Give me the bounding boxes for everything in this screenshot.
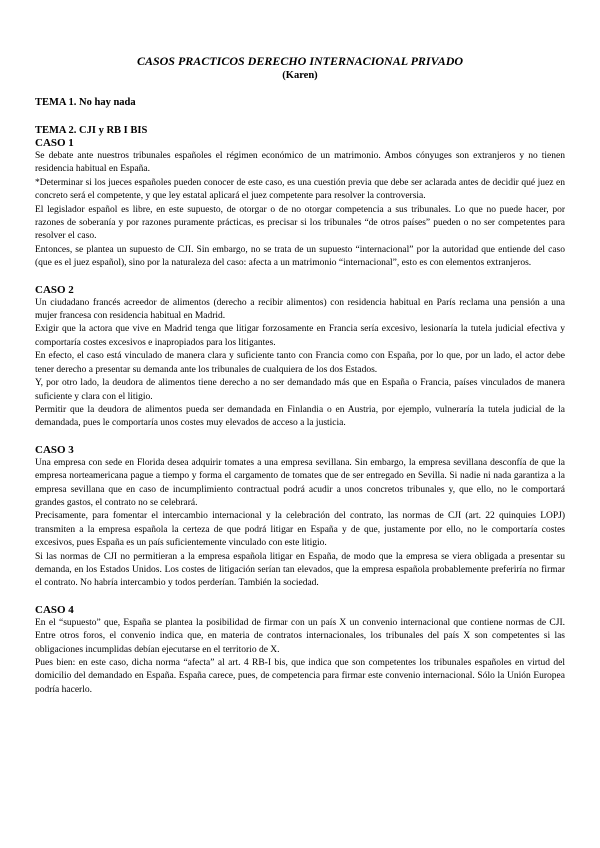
tema-2-heading: TEMA 2. CJI y RB I BIS [35,125,148,136]
caso-1-section [35,137,565,271]
paragraph: Si las normas de CJI no permitieran a la empresa española litigar en España, de modo que la empresa se viera obligada a presentar su demanda, en los Estados Unidos. Los costes de litigación serían tan elevados, que la empresa española probablemente preferiría no firmar el contrato. No habría intercambio y todos perderían. También la sociedad. [35,551,565,589]
paragraph: Permitir que la deudora de alimentos pueda ser demandada en Finlandia o en Austria, por ejemplo, vulneraría la tutela judicial de la demandada, pues le comportaría unos costes muy elevados de acceso a la justicia. [35,404,565,429]
document-subtitle: (Karen) [282,70,318,81]
paragraph: Se debate ante nuestros tribunales españoles el régimen económico de un matrimonio. Ambos cónyuges son extranjeros y no tienen residencia habitual en España. [35,151,565,175]
paragraph: En el “supuesto” que, España se plantea la posibilidad de firmar con un país X un convenio internacional que contiene normas de CJI. Entre otros foros, el convenio indica que, en materia de contratos internacionales, los tribunales del país X son competentes si las obligaciones incumplidas debían ejecutarse en el territorio de X. [35,617,565,655]
caso-heading: CASO 3 [35,443,74,456]
tema-1-heading: TEMA 1. No hay nada [35,97,136,108]
caso-heading: CASO 4 [35,603,74,616]
paragraph: Pues bien: en este caso, dicha norma “afecta” al art. 4 RB-I bis, que indica que son competentes los tribunales españoles en virtud del domicilio del demandado en España. España carece, pues, de competencia para firmar este convenio internacional. Sólo la Unión Europea podría hacerlo. [35,658,565,695]
document-title: CASOS PRACTICOS DERECHO INTERNACIONAL PRIVADO [136,54,464,68]
paragraph: Una empresa con sede en Florida desea adquirir tomates a una empresa sevillana. Sin embargo, la empresa sevillana desconfía de que la empresa norteamericana pague a tiempo y forma el cargamento de tomates que de ser entregado en Sevilla. Si nadie ni nada garantiza a la empresa sevillana que en caso de incumplimiento contractual podrá acudir a unos concretos tribunales y, que ello, no le comportará grandes gastos, el contrato no se celebrará. [35,457,565,508]
paragraph: El legislador español es libre, en este supuesto, de otorgar o de no otorgar competencia a sus tribunales. Lo que no puede hacer, por razones de soberanía y por razones puramente prácticas, es precisar si los tribunales “de otros países” pueden o no ser competentes para resolver el caso. [35,204,565,242]
paragraph: En efecto, el caso está vinculado de manera clara y suficiente tanto con Francia como con España, por lo que, por un lado, el actor debe tener derecho a presentar su demanda ante los tribunales de cualquiera de los dos Estados. [35,351,565,375]
paragraph: Entonces, se plantea un supuesto de CJI. Sin embargo, no se trata de un supuesto “internacional” por la autoridad que entiende del caso (que es el juez español), sino por la naturaleza del caso: afecta a un matrimonio “internacional”, esto es con elementos extranjeros. [35,244,565,269]
paragraph: Y, por otro lado, la deudora de alimentos tiene derecho a no ser demandado más que en España o Francia, países vinculados de manera suficiente y clara con el litigio. [35,378,565,402]
paragraph: Exigir que la actora que vive en Madrid tenga que litigar forzosamente en Francia sería excesivo, lesionaría la tutela judicial efectiva y comportaría costes excesivos e inapropiados para los litigantes. [35,324,565,348]
paragraph: Precisamente, para fomentar el intercambio internacional y la celebración del contrato, las normas de CJI (art. 22 quinquies LOPJ) transmiten a la empresa española la certeza de que podrá litigar en España y de que, justamente por ello, no le comportaría costes excesivos, pues España es un país suficientemente vinculado con este litigio. [35,511,565,549]
paragraph: Un ciudadano francés acreedor de alimentos (derecho a recibir alimentos) con residencia habitual en París reclama una pensión a una mujer francesa con residencia habitual en Madrid. [35,297,565,322]
caso-heading: CASO 2 [35,283,74,296]
caso-2-section [35,284,565,431]
document-page [35,54,565,697]
caso-3-section [35,444,565,591]
caso-4-section [35,604,565,697]
paragraph: *Determinar si los jueces españoles pueden conocer de este caso, es una cuestión previa que debe ser aclarada antes de decidir qué juez en concreto será el competente, y que ley estatal aplicará el juez competente para resolver la controversia. [35,177,565,202]
caso-heading: CASO 1 [35,137,74,149]
